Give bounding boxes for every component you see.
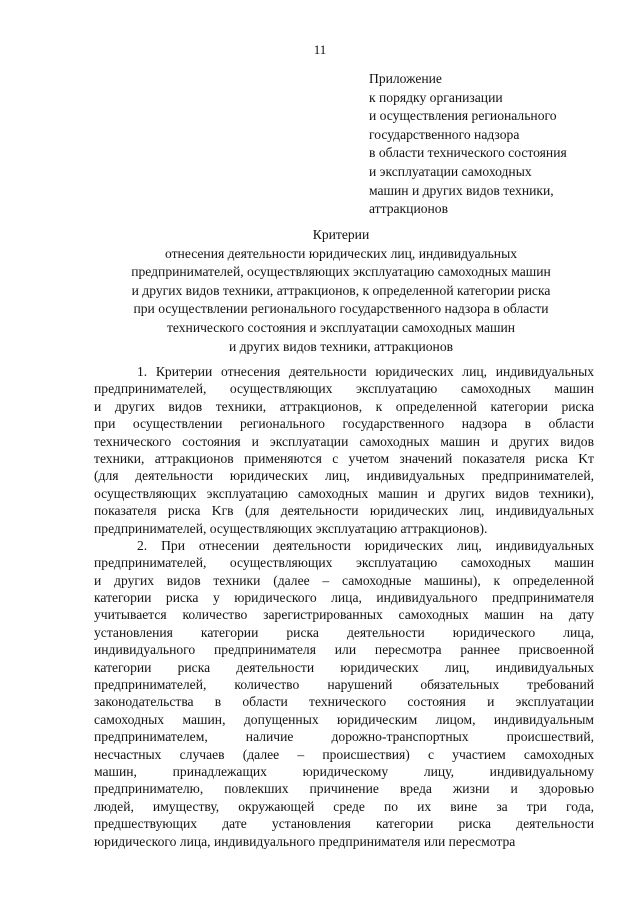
body-line: 1. Критерии отнесения деятельности юридических лиц, индивидуальных	[137, 364, 594, 379]
body-line: машин, принадлежащих юридическому лицу, индивидуальному	[94, 763, 594, 779]
document-title	[90, 226, 592, 356]
body-line: несчастных случаев (далее – происшествия) с участием самоходных	[94, 746, 594, 762]
body-line: законодательства в области технического состояния и эксплуатации	[94, 694, 594, 710]
body-line: юридического лица, индивидуального предпринимателя или пересмотра	[94, 833, 516, 849]
body-line: техники, аттракционов применяются с учетом значений показателя риска Kт	[94, 450, 594, 466]
title-line: и других видов техники, аттракционов	[228, 338, 454, 354]
appendix-line: к порядку организации	[369, 89, 503, 105]
body-line: предпринимателей, осуществляющих эксплуатацию самоходных машин	[94, 381, 594, 397]
appendix-line: Приложение	[369, 71, 442, 86]
body-line: индивидуального предпринимателя или пересмотра раннее присвоенной	[94, 642, 594, 658]
body-line: предпринимателей, осуществляющих эксплуатацию самоходных машин	[94, 555, 594, 571]
appendix-line: и эксплуатации самоходных	[369, 163, 532, 179]
body-line: при осуществлении регионального государственного надзора в области	[94, 416, 594, 432]
page-number: 11	[313, 42, 327, 57]
body-line: людей, имуществу, окружающей среде по их вине за три года,	[94, 798, 594, 814]
appendix-line: аттракционов	[369, 201, 449, 217]
body-line: и других видов техники, аттракционов, к определенной категории риска	[94, 398, 594, 414]
appendix-line: и осуществления регионального	[369, 108, 557, 124]
appendix-line: государственного надзора	[369, 126, 520, 142]
body-line: осуществляющих эксплуатацию самоходных машин и других видов техники),	[94, 485, 594, 501]
body-line: категории риска у юридического лица, индивидуального предпринимателя	[94, 590, 594, 606]
body-line: и других видов техники (далее – самоходные машины), к определенной	[94, 572, 594, 588]
title-line: технического состояния и эксплуатации самоходных машин	[166, 319, 516, 335]
body-line: предпринимателем, наличие дорожно-транспортных происшествий,	[94, 729, 594, 745]
body-text	[94, 363, 594, 850]
appendix-line: машин и других видов техники,	[369, 182, 554, 198]
body-line: 2. При отнесении деятельности юридических лиц, индивидуальных	[137, 537, 594, 553]
title-line: отнесения деятельности юридических лиц, индивидуальных	[164, 245, 518, 261]
title-line: предпринимателей, осуществляющих эксплуатацию самоходных машин	[131, 264, 551, 280]
body-line: самоходных машин, допущенных юридическим лицом, индивидуальным	[94, 711, 594, 727]
body-line: (для деятельности юридических лиц, индивидуальных предпринимателей,	[94, 468, 594, 484]
body-line: показателя риска Kгв (для деятельности юридических лиц, индивидуальных	[94, 503, 594, 519]
body-line: установления категории риска деятельности юридического лица,	[94, 624, 594, 640]
body-line: технического состояния и эксплуатации самоходных машин и других видов	[94, 433, 594, 449]
title-line: и других видов техники, аттракционов, к определенной категории риска	[131, 282, 551, 298]
title-line: Критерии	[312, 227, 370, 242]
body-line: категории риска деятельности юридических лиц, индивидуальных	[94, 659, 594, 675]
body-line: предпринимателей, количество нарушений обязательных требований	[94, 677, 594, 693]
appendix-line: в области технического состояния	[369, 145, 567, 161]
body-line: предшествующих дате установления категории риска деятельности	[94, 816, 594, 832]
title-line: при осуществлении регионального государственного надзора в области	[133, 301, 549, 317]
appendix-header	[369, 70, 567, 219]
body-line: предпринимателю, повлекших причинение вреда жизни и здоровью	[94, 781, 594, 797]
body-line: учитывается количество зарегистрированных самоходных машин на дату	[94, 607, 594, 623]
body-line: предпринимателей, осуществляющих эксплуатацию аттракционов).	[94, 520, 488, 536]
